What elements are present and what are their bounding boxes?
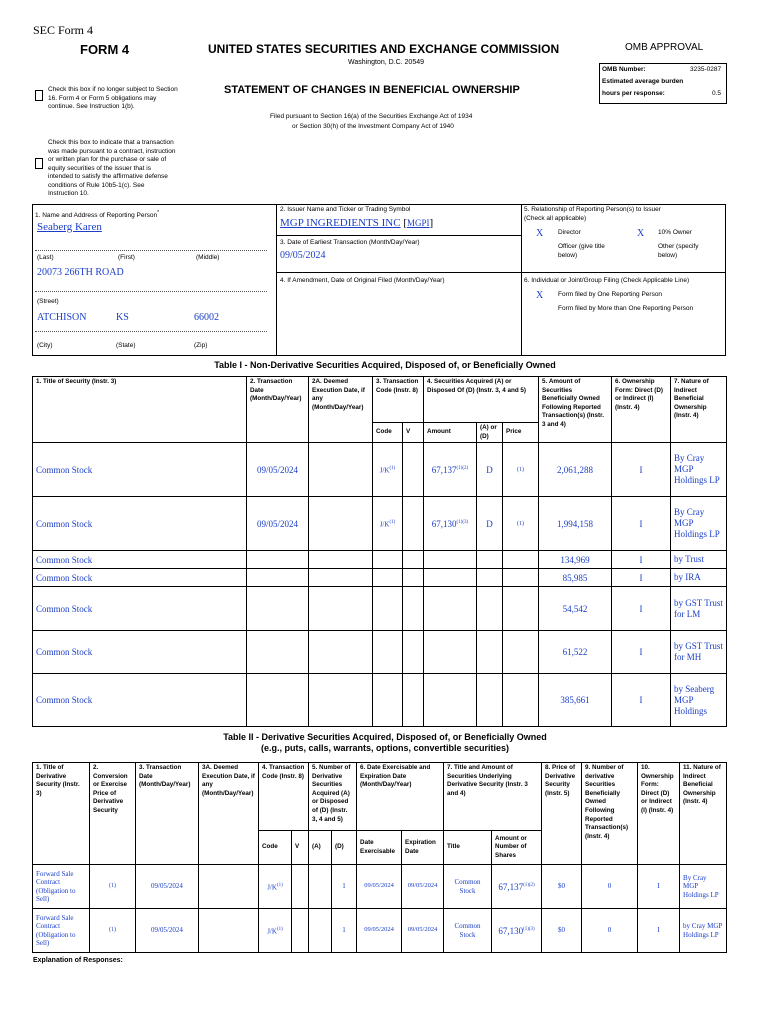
t2-sub-title: Title <box>444 831 492 865</box>
ten-pct-label: 10% Owner <box>658 229 692 236</box>
t1-sub-amount: Amount <box>424 423 477 443</box>
t2-h4: 4. Transaction Code (Instr. 8) <box>259 763 309 831</box>
ten-pct-mark[interactable]: X <box>637 228 645 239</box>
rule-10b5-1-checkbox[interactable] <box>35 158 43 169</box>
table1 <box>32 376 727 727</box>
director-mark[interactable]: X <box>536 228 544 239</box>
statement-title: STATEMENT OF CHANGES IN BENEFICIAL OWNERSHIP <box>224 84 520 96</box>
t1-h1: 1. Title of Security (Instr. 3) <box>33 377 247 443</box>
earliest-transaction-label: 3. Date of Earliest Transaction (Month/Day/Year) <box>280 239 420 246</box>
table1-row: Common Stock 385,661 I by Seaberg MGP Holdings <box>33 674 727 727</box>
first-label: (First) <box>118 254 135 261</box>
street-label: (Street) <box>37 298 59 305</box>
omb-burden-value: 0.5 <box>712 90 722 97</box>
location: Washington, D.C. 20549 <box>348 59 425 66</box>
table2-row: Forward Sale Contract (Obligation to Sell) (1) 09/05/2024 $J/K^{(1)}$ 1 09/05/2024 09/05/2024 Common Stock $67,130^{(1)(3)}$ $0 0 I by Cray MGP Holdings LP <box>33 909 727 953</box>
filing-more-label: Form filed by More than One Reporting Person <box>558 305 694 312</box>
t2-h5: 5. Number of Derivative Securities Acquired (A) or Disposed of (D) (Instr. 3, 4 and 5) <box>309 763 357 831</box>
t2-h3a: 3A. Deemed Execution Date, if any (Month/Day/Year) <box>199 763 259 865</box>
table2 <box>32 762 727 953</box>
t1-h3: 3. Transaction Code (Instr. 8) <box>373 377 424 423</box>
table2-title-2: (e.g., puts, calls, warrants, options, convertible securities) <box>260 743 510 753</box>
director-label: Director <box>558 229 581 236</box>
table1-row: Common Stock 09/05/2024 $J/K^{(1)}$ $67,130^{(1)(3)}$ D (1) 1,994,158 I By Cray MGP Holdings LP <box>33 497 727 551</box>
rule-10b5-1-text: Check this box to indicate that a transaction was made pursuant to a contract, instruction or written plan for the purchase or sale of equity securities of the issuer that is intended to satisfy the affirmative defense conditions of Rule 10b5-1(c). See Instruction 10. <box>48 139 176 197</box>
reporting-person-name[interactable]: Seaberg Karen <box>37 221 102 233</box>
state-value: KS <box>116 312 129 323</box>
t1-h6: 6. Ownership Form: Direct (D) or Indirect (I) (Instr. 4) <box>612 377 671 443</box>
issuer-name-line: MGP INGREDIENTS INC [MGPI] <box>280 217 434 229</box>
form-label: FORM 4 <box>80 42 130 57</box>
city-value: ATCHISON <box>37 312 87 323</box>
t2-h1: 1. Title of Derivative Security (Instr. 3) <box>33 763 90 865</box>
t2-h2: 2. Conversion or Exercise Price of Derivative Security <box>90 763 136 865</box>
earliest-transaction-date: 09/05/2024 <box>280 250 326 261</box>
t2-h6: 6. Date Exercisable and Expiration Date (Month/Day/Year) <box>357 763 444 831</box>
filed-pursuant-1: Filed pursuant to Section 16(a) of the Securities Exchange Act of 1934 <box>270 113 473 120</box>
t2-sub-code: Code <box>259 831 292 865</box>
zip-label: (Zip) <box>194 342 208 349</box>
t1-sub-ad: (A) or (D) <box>477 423 503 443</box>
table2-row: Forward Sale Contract (Obligation to Sell) (1) 09/05/2024 $J/K^{(1)}$ 1 09/05/2024 09/05/2024 Common Stock $67,137^{(1)(2)}$ $0 0 I By Cray MGP Holdings LP <box>33 865 727 909</box>
t1-sub-code: Code <box>373 423 403 443</box>
table1-row: Common Stock 134,969 I by Trust <box>33 551 727 569</box>
t1-h4: 4. Securities Acquired (A) or Disposed Of (D) (Instr. 3, 4 and 5) <box>424 377 539 423</box>
t1-h2a: 2A. Deemed Execution Date, if any (Month/Day/Year) <box>309 377 373 443</box>
commission-title: UNITED STATES SECURITIES AND EXCHANGE COMMISSION <box>208 42 560 56</box>
t2-sub-expiration: Expiration Date <box>402 831 444 865</box>
omb-number-label: OMB Number: <box>602 66 646 73</box>
officer-label-2: below) <box>558 252 578 259</box>
other-label-2: below) <box>658 252 678 259</box>
t1-h2: 2. Transaction Date (Month/Day/Year) <box>247 377 309 443</box>
no-longer-subject-text: Check this box if no longer subject to Section 16. Form 4 or Form 5 obligations may continue. See Instruction 1(b). <box>48 86 178 110</box>
relationship-label-2: (Check all applicable) <box>524 215 587 222</box>
issuer-ticker[interactable]: MGPI <box>407 218 430 228</box>
t2-h8: 8. Price of Derivative Security (Instr. 5) <box>542 763 582 865</box>
relationship-label-1: 5. Relationship of Reporting Person(s) to Issuer <box>524 206 661 213</box>
table1-row: Common Stock 85,985 I by IRA <box>33 569 727 587</box>
table2-title-1: Table II - Derivative Securities Acquired, Disposed of, or Beneficially Owned <box>223 732 547 742</box>
omb-burden-label-1: Estimated average burden <box>602 78 684 85</box>
table1-row: Common Stock 54,542 I by GST Trust for LM <box>33 587 727 631</box>
amendment-label: 4. If Amendment, Date of Original Filed (Month/Day/Year) <box>280 277 445 284</box>
issuer-name[interactable]: MGP INGREDIENTS INC <box>280 217 401 229</box>
t2-h3: 3. Transaction Date (Month/Day/Year) <box>136 763 199 865</box>
t2-h7: 7. Title and Amount of Securities Underlying Derivative Security (Instr. 3 and 4) <box>444 763 542 831</box>
t2-sub-amount: Amount or Number of Shares <box>492 831 542 865</box>
omb-number-value: 3235-0287 <box>690 66 722 73</box>
officer-label-1: Officer (give title <box>558 243 605 250</box>
sec-form-label: SEC Form 4 <box>33 23 94 37</box>
table1-row: Common Stock 61,522 I by GST Trust for MH <box>33 631 727 674</box>
middle-label: (Middle) <box>196 254 220 261</box>
explanation-label: Explanation of Responses: <box>33 957 123 964</box>
omb-burden-label-2: hours per response: <box>602 90 665 97</box>
other-label-1: Other (specify <box>658 243 699 250</box>
issuer-label: 2. Issuer Name and Ticker or Trading Symbol <box>280 206 411 213</box>
state-label: (State) <box>116 342 136 349</box>
city-label: (City) <box>37 342 53 349</box>
t1-h7: 7. Nature of Indirect Beneficial Ownership (Instr. 4) <box>671 377 727 443</box>
t2-sub-v: V <box>292 831 309 865</box>
t2-sub-d: (D) <box>332 831 357 865</box>
t2-sub-a: (A) <box>309 831 332 865</box>
t1-h5: 5. Amount of Securities Beneficially Owned Following Reported Transaction(s) (Instr. 3 and 4) <box>539 377 612 443</box>
street-value: 20073 266TH ROAD <box>37 267 124 278</box>
filed-pursuant-2: or Section 30(h) of the Investment Company Act of 1940 <box>292 123 454 130</box>
t2-h10: 10. Ownership Form: Direct (D) or Indirect (I) (Instr. 4) <box>638 763 680 865</box>
omb-title: OMB APPROVAL <box>625 42 704 53</box>
filing-label: 6. Individual or Joint/Group Filing (Check Applicable Line) <box>524 277 690 284</box>
zip-value: 66002 <box>194 312 219 323</box>
filing-one-mark[interactable]: X <box>536 290 544 301</box>
table1-row: Common Stock 09/05/2024 $J/K^{(1)}$ $67,137^{(1)(2)}$ D (1) 2,061,288 I By Cray MGP Holdings LP <box>33 443 727 497</box>
t1-sub-v: V <box>403 423 424 443</box>
last-label: (Last) <box>37 254 54 261</box>
no-longer-subject-checkbox[interactable] <box>35 90 43 101</box>
filing-one-label: Form filed by One Reporting Person <box>558 291 663 298</box>
t2-h9: 9. Number of derivative Securities Beneficially Owned Following Reported Transaction(s) (Instr. 4) <box>582 763 638 865</box>
reporting-person-label: 1. Name and Address of Reporting Person* <box>35 210 160 220</box>
table1-title: Table I - Non-Derivative Securities Acquired, Disposed of, or Beneficially Owned <box>214 360 556 370</box>
t2-sub-exercisable: Date Exercisable <box>357 831 402 865</box>
t2-h11: 11. Nature of Indirect Beneficial Ownership (Instr. 4) <box>680 763 727 865</box>
t1-sub-price: Price <box>503 423 539 443</box>
